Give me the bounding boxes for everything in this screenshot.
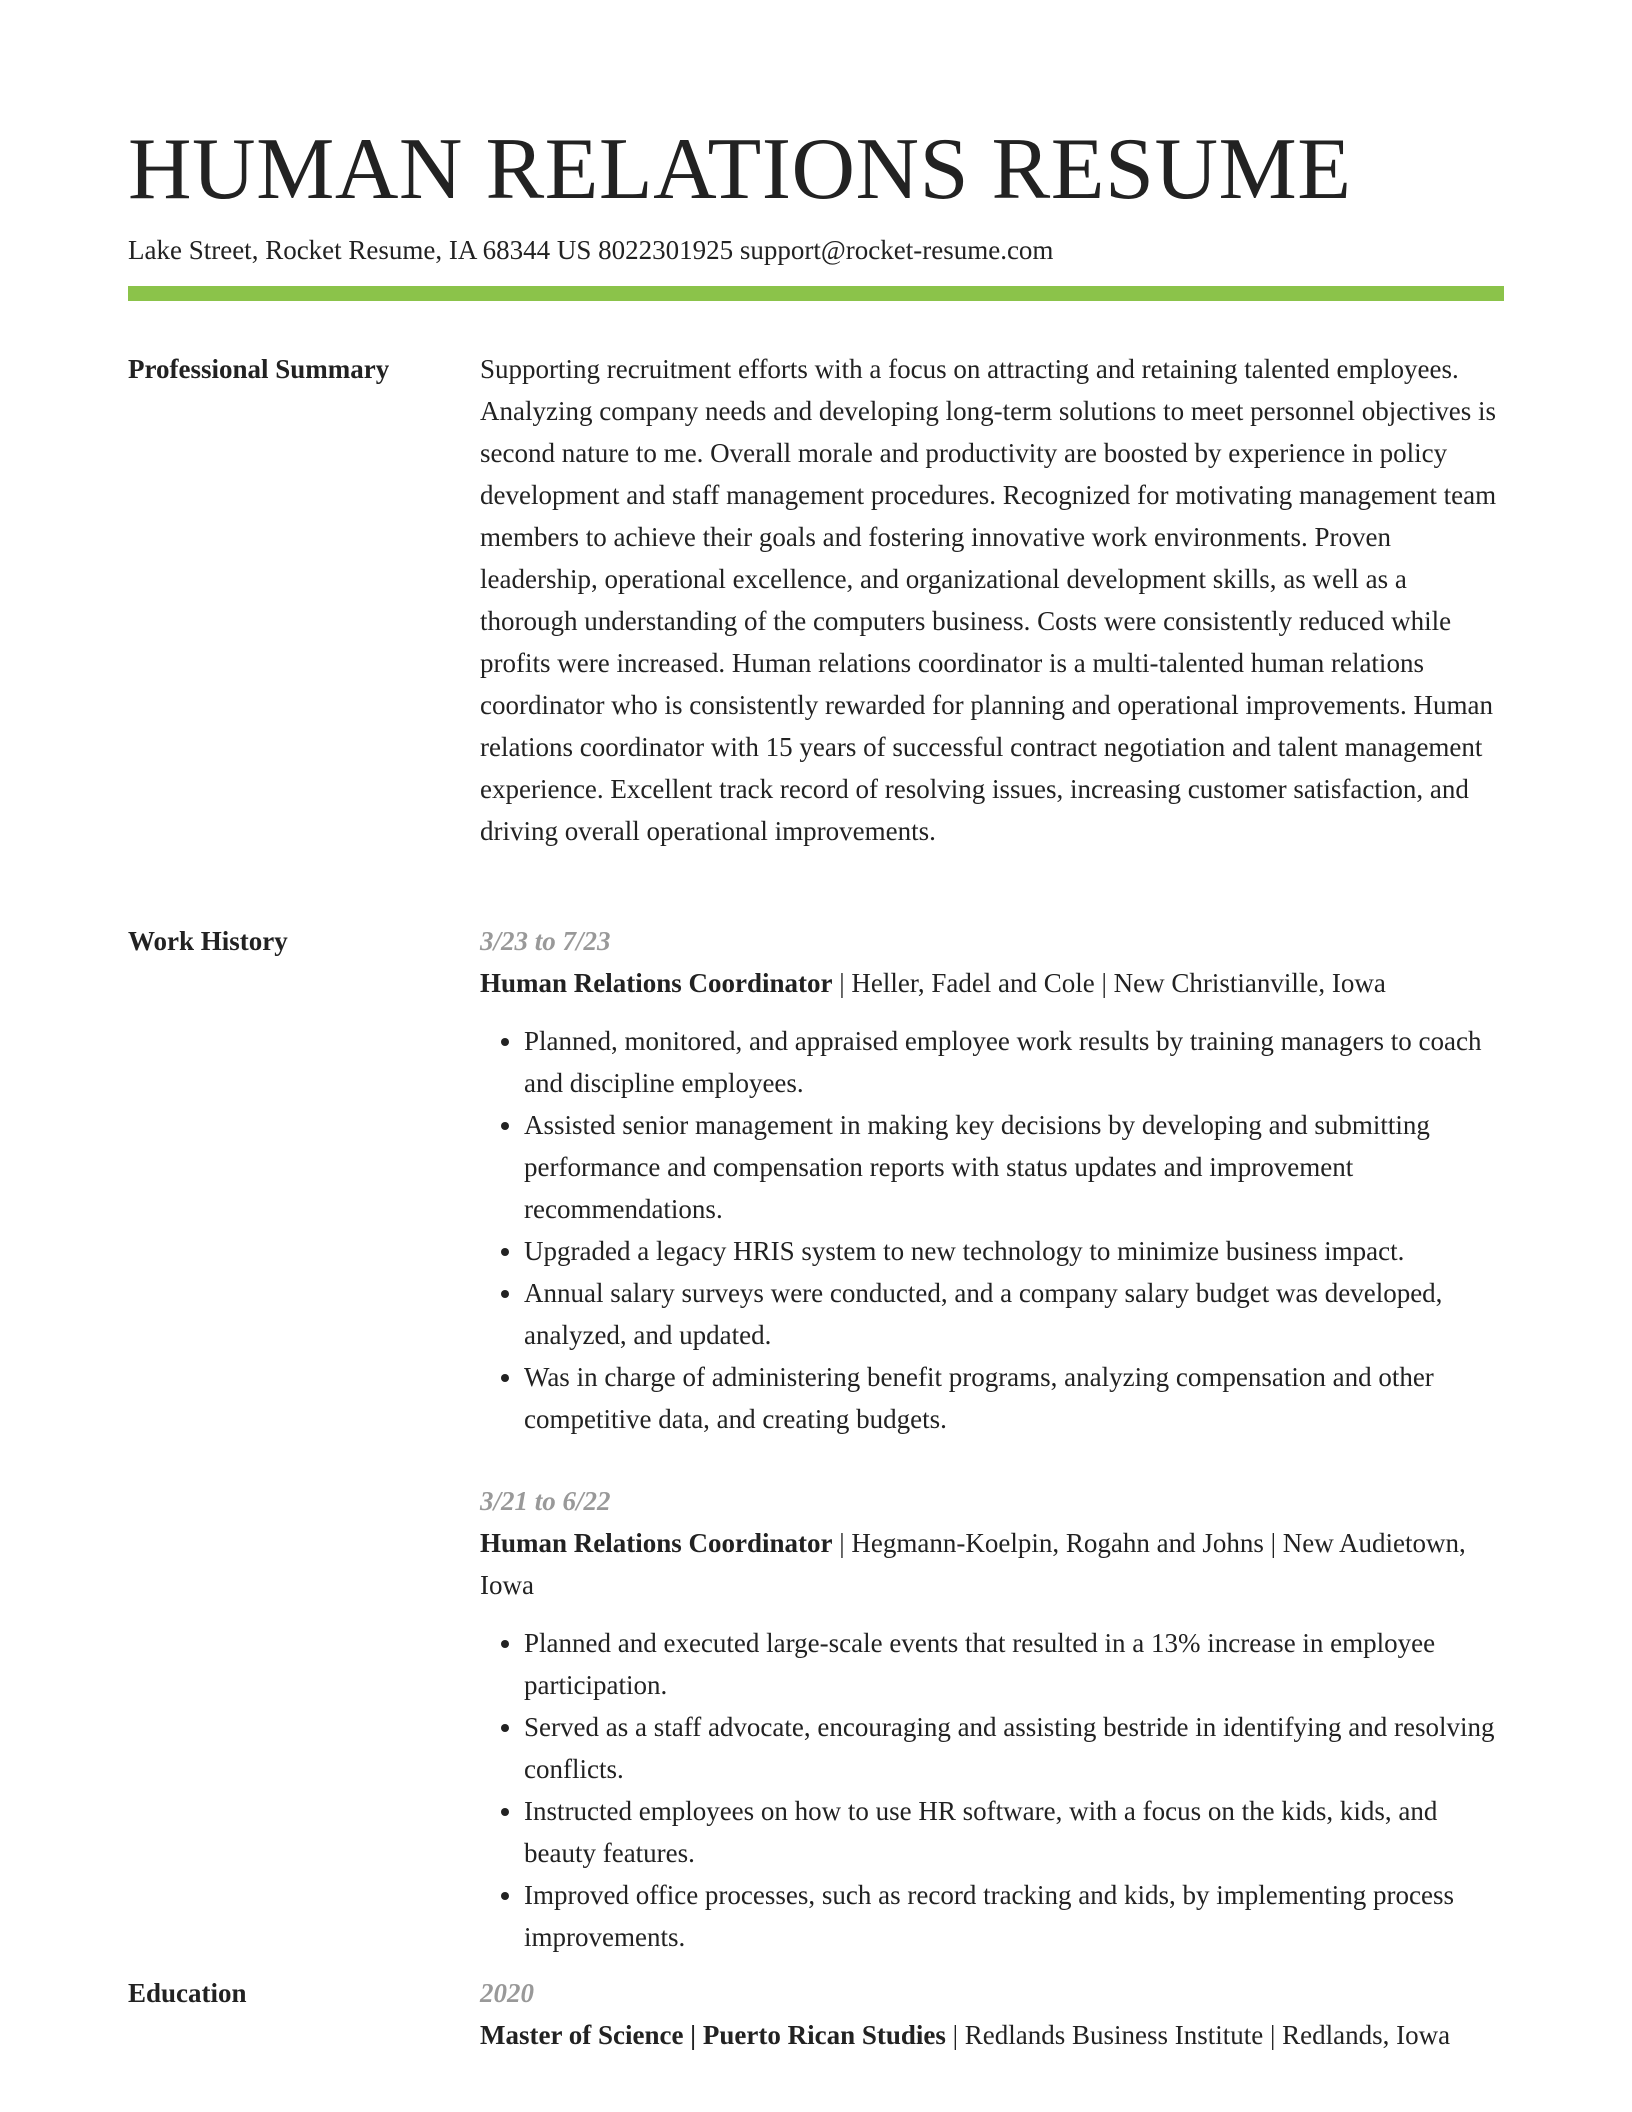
summary-text: Supporting recruitment efforts with a focus on attracting and retaining talented employees. Analyzing company needs and developing long-term solutions to meet personnel objectives is second nature to me. Overall morale and productivity are boosted by experience in policy development and staff management procedures. Recognized for motivating management team members to achieve their goals and fostering innovative work environments. Proven leadership, operational excellence, and organizational development skills, as well as a thorough understanding of the computers business. Costs were consistently reduced while profits were increased. Human relations coordinator is a multi-talented human relations coordinator who is consistently rewarded for planning and operational improvements. Human relations coordinator with 15 years of successful contract negotiation and talent management experience. Excellent track record of resolving issues, increasing customer satisfaction, and driving overall operational improvements. <box>480 354 1497 846</box>
list-item: • Was in charge of administering benefit programs, analyzing compensation and other competitive data, and creating budgets. <box>524 1356 1504 1440</box>
degree-title: Master of Science | Puerto Rican Studies <box>480 2020 946 2050</box>
job-heading <box>480 1522 1504 1606</box>
contact-line: Lake Street, Rocket Resume, IA 68344 US 8022301925 support@rocket-resume.com <box>128 235 1054 265</box>
accent-divider <box>128 286 1504 301</box>
summary-label: Professional Summary <box>128 354 390 384</box>
job-dates: 3/23 to 7/23 <box>480 926 611 956</box>
job-bullets <box>480 1020 1504 1440</box>
list-item: • Improved office processes, such as record tracking and kids, by implementing process improvements. <box>524 1874 1504 1958</box>
job-title: Human Relations Coordinator <box>480 968 833 998</box>
job-bullets <box>480 1622 1504 1958</box>
list-item: • Instructed employees on how to use HR software, with a focus on the kids, kids, and beauty features. <box>524 1790 1504 1874</box>
job-entry <box>480 920 1504 1440</box>
job-details: | Hegmann-Koelpin, Rogahn and Johns | New Audietown, Iowa <box>480 1528 1466 1600</box>
resume-title: HUMAN RELATIONS RESUME <box>128 121 1352 218</box>
education-year: 2020 <box>480 1978 534 2008</box>
list-item: • Served as a staff advocate, encouraging and assisting bestride in identifying and resolving conflicts. <box>524 1706 1504 1790</box>
work-history-label: Work History <box>128 926 288 956</box>
list-item: • Upgraded a legacy HRIS system to new technology to minimize business impact. <box>524 1230 1504 1272</box>
education-details: | Redlands Business Institute | Redlands, Iowa <box>945 2020 1451 2050</box>
resume-header <box>128 118 1504 268</box>
job-entry <box>480 1480 1504 1958</box>
job-dates: 3/21 to 6/22 <box>480 1486 611 1516</box>
list-item: • Assisted senior management in making key decisions by developing and submitting performance and compensation reports with status updates and improvement recommendations. <box>524 1104 1504 1230</box>
list-item: • Annual salary surveys were conducted, and a company salary budget was developed, analyzed, and updated. <box>524 1272 1504 1356</box>
job-details: | Heller, Fadel and Cole | New Christianville, Iowa <box>832 968 1386 998</box>
list-item: • Planned, monitored, and appraised employee work results by training managers to coach and discipline employees. <box>524 1020 1504 1104</box>
list-item: • Planned and executed large-scale events that resulted in a 13% increase in employee participation. <box>524 1622 1504 1706</box>
job-title: Human Relations Coordinator <box>480 1528 833 1558</box>
education-label: Education <box>128 1978 247 2008</box>
education-heading <box>480 2014 1504 2056</box>
job-heading <box>480 962 1504 1004</box>
